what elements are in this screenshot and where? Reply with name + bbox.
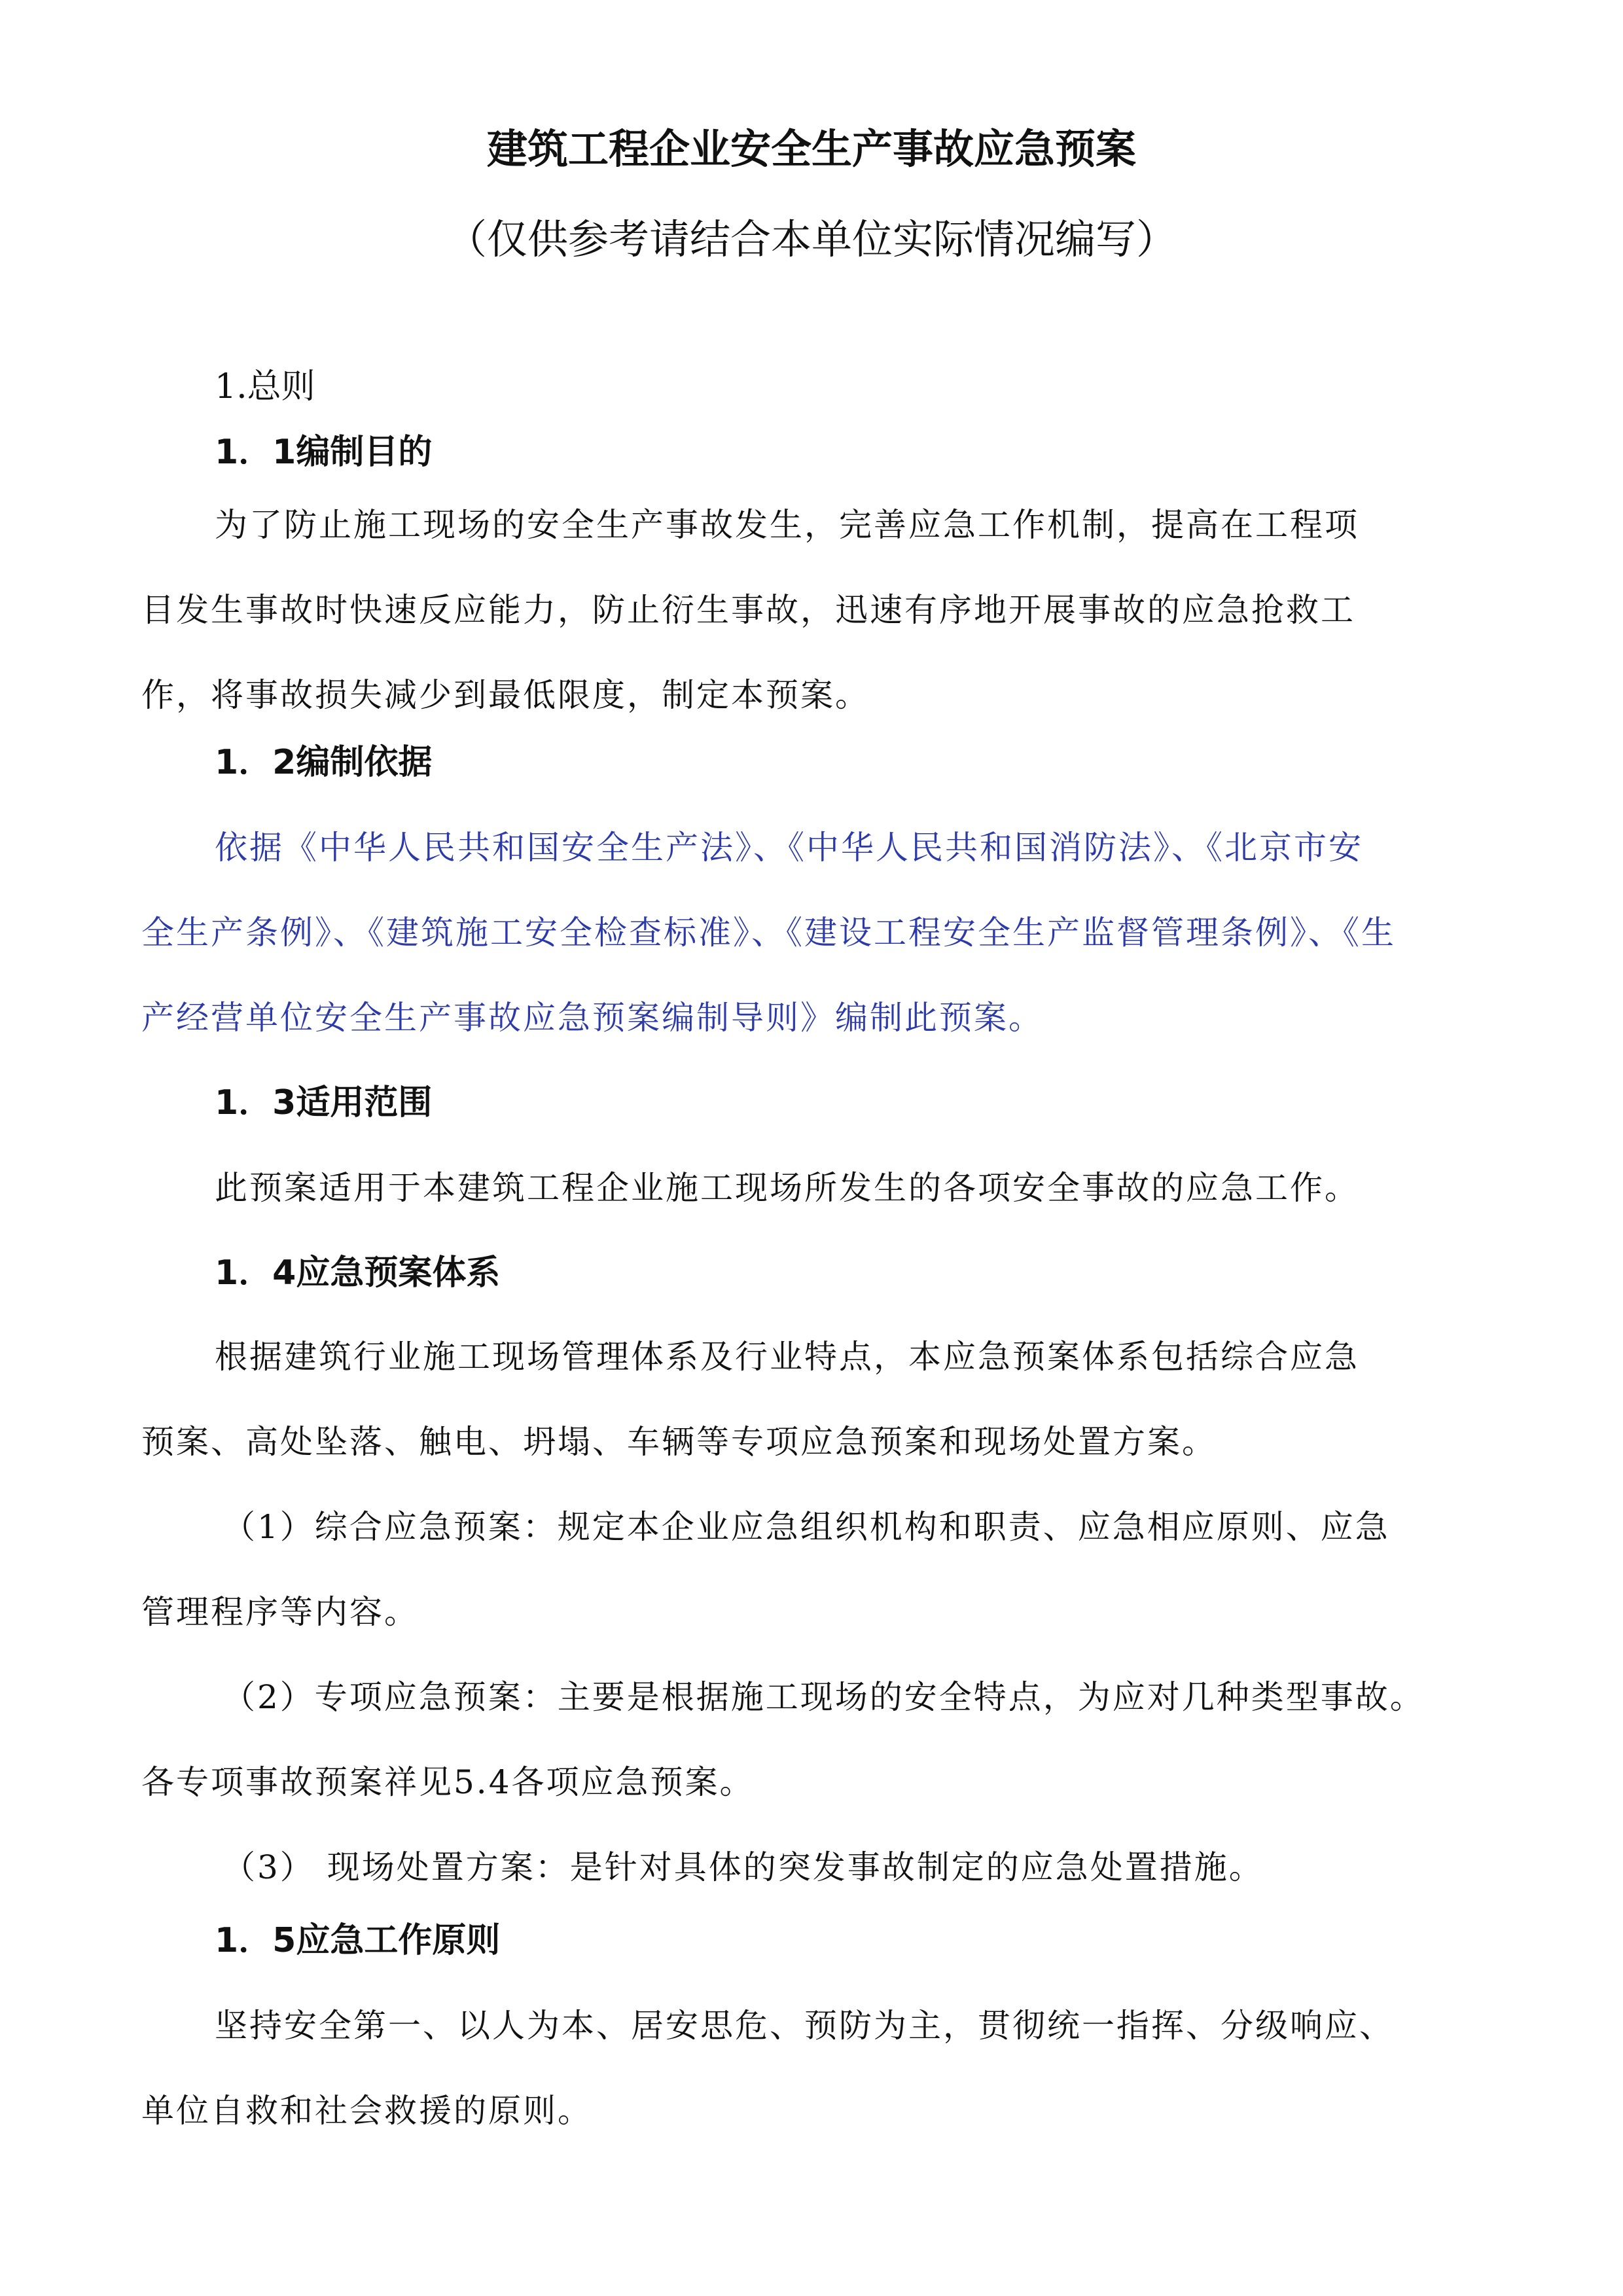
paragraph-system: [141, 1314, 1483, 1484]
paragraph-line: 依据《中华人民共和国安全生产法》、《中华人民共和国消防法》、《北京市安: [215, 829, 1363, 867]
document-title: 建筑工程企业安全生产事故应急预案: [486, 125, 1136, 173]
paragraph-line: 产经营单位安全生产事故应急预案编制导则》编制此预案。: [141, 999, 1043, 1037]
list-item-special-plan: [141, 1655, 1483, 1825]
paragraph-line: 坚持安全第一、以人为本、居安思危、预防为主，贯彻统一指挥、分级响应、: [215, 2007, 1394, 2045]
paragraph-purpose: [141, 482, 1483, 738]
paragraph-line: （3） 现场处置方案：是针对具体的突发事故制定的应急处置措施。: [223, 1848, 1264, 1886]
section-heading-purpose: 1．1编制目的: [215, 433, 433, 472]
paragraph-line: 目发生事故时快速反应能力，防止衍生事故，迅速有序地开展事故的应急抢救工: [141, 591, 1355, 629]
paragraph-principles: [141, 1983, 1483, 2153]
section-heading-general: 1.总则: [215, 367, 315, 406]
paragraph-line: 管理程序等内容。: [141, 1593, 419, 1631]
section-heading-principles: 1．5应急工作原则: [215, 1921, 501, 1960]
paragraph-line: （1）综合应急预案：规定本企业应急组织机构和职责、应急相应原则、应急: [223, 1508, 1390, 1546]
section-heading-system: 1．4应急预案体系: [215, 1253, 501, 1293]
paragraph-line: 预案、高处坠落、触电、坍塌、车辆等专项应急预案和现场处置方案。: [141, 1423, 1217, 1461]
paragraph-line: 为了防止施工现场的安全生产事故发生，完善应急工作机制，提高在工程项: [215, 506, 1359, 544]
paragraph-line: 根据建筑行业施工现场管理体系及行业特点，本应急预案体系包括综合应急: [215, 1338, 1359, 1376]
section-heading-scope: 1．3适用范围: [215, 1083, 433, 1122]
section-heading-basis: 1．2编制依据: [215, 743, 433, 782]
paragraph-line: （2）专项应急预案：主要是根据施工现场的安全特点，为应对几种类型事故。: [223, 1678, 1425, 1716]
list-item-comprehensive-plan: [141, 1484, 1483, 1655]
paragraph-line: 作，将事故损失减少到最低限度，制定本预案。: [141, 676, 870, 714]
paragraph-line: 各专项事故预案祥见5.4各项应急预案。: [141, 1763, 755, 1801]
paragraph-scope: [141, 1145, 1483, 1230]
list-item-onsite-plan: [141, 1825, 1483, 1910]
paragraph-basis: [141, 805, 1483, 1060]
paragraph-line: 全生产条例》、《建筑施工安全检查标准》、《建设工程安全生产监督管理条例》、《生: [141, 914, 1396, 952]
document-subtitle: （仅供参考请结合本单位实际情况编写）: [446, 215, 1177, 263]
paragraph-line: 此预案适用于本建筑工程企业施工现场所发生的各项安全事故的应急工作。: [215, 1169, 1359, 1207]
paragraph-line: 单位自救和社会救援的原则。: [141, 2092, 592, 2130]
